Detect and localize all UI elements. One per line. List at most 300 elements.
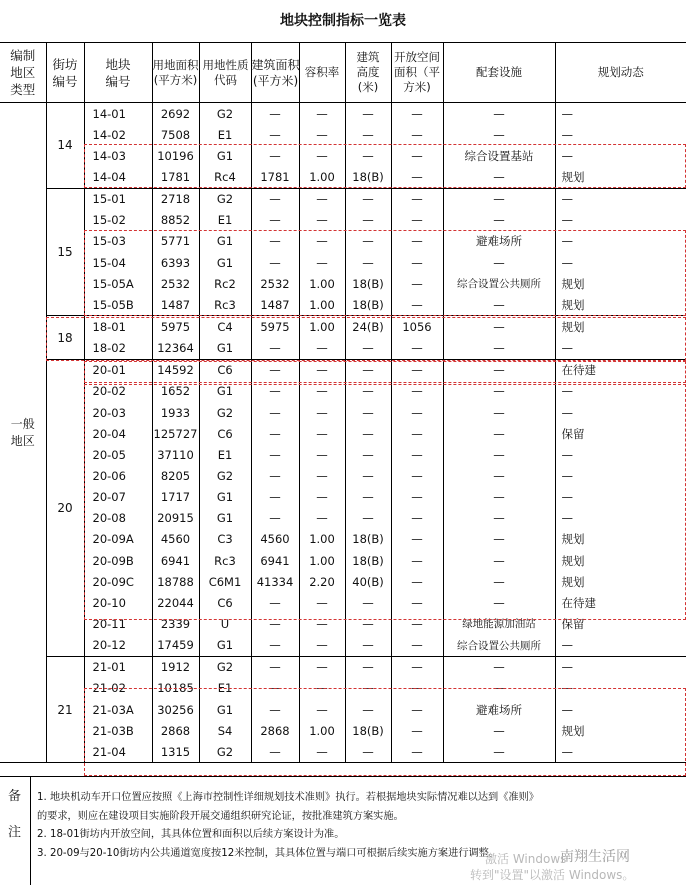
facility-cell: — bbox=[443, 294, 555, 316]
open-space-cell: — bbox=[391, 338, 443, 360]
table-row bbox=[0, 381, 686, 402]
building-height-cell: 18(B) bbox=[345, 529, 391, 550]
floor-area-cell: — bbox=[251, 381, 299, 402]
table-row bbox=[0, 210, 686, 231]
floor-area-cell: 2532 bbox=[251, 273, 299, 294]
land-area-cell: 1717 bbox=[152, 487, 199, 508]
building-height-cell: — bbox=[345, 444, 391, 465]
land-area-cell: 1781 bbox=[152, 166, 199, 188]
table-title: 地块控制指标一览表 bbox=[280, 13, 406, 29]
land-area-cell: 7508 bbox=[152, 124, 199, 145]
land-area-cell: 10196 bbox=[152, 145, 199, 166]
land-use-code-cell: G2 bbox=[199, 103, 251, 125]
header-row bbox=[0, 43, 686, 103]
far-cell: — bbox=[299, 444, 345, 465]
land-area-cell: 1315 bbox=[152, 741, 199, 763]
open-space-cell: — bbox=[391, 359, 443, 381]
far-cell: — bbox=[299, 252, 345, 273]
plot-id-cell: 15-04 bbox=[84, 252, 152, 273]
building-height-cell: — bbox=[345, 402, 391, 423]
far-cell: — bbox=[299, 613, 345, 634]
header-open: 开放空间面积（平方米) bbox=[391, 43, 443, 103]
open-space-cell: — bbox=[391, 613, 443, 634]
open-space-cell: — bbox=[391, 423, 443, 444]
facility-cell: — bbox=[443, 210, 555, 231]
facility-cell: — bbox=[443, 103, 555, 125]
floor-area-cell: — bbox=[251, 699, 299, 720]
plot-id-cell: 20-07 bbox=[84, 487, 152, 508]
far-cell: — bbox=[299, 741, 345, 763]
floor-area-cell: — bbox=[251, 124, 299, 145]
facility-cell: — bbox=[443, 465, 555, 486]
far-cell: — bbox=[299, 338, 345, 360]
land-use-code-cell: C6 bbox=[199, 423, 251, 444]
building-height-cell: — bbox=[345, 188, 391, 210]
status-cell: — bbox=[555, 103, 686, 125]
far-cell: — bbox=[299, 103, 345, 125]
table-row bbox=[0, 316, 686, 338]
land-area-cell: 1912 bbox=[152, 656, 199, 678]
plot-id-cell: 20-08 bbox=[84, 508, 152, 529]
open-space-cell: — bbox=[391, 103, 443, 125]
land-area-cell: 2692 bbox=[152, 103, 199, 125]
building-height-cell: — bbox=[345, 465, 391, 486]
status-cell: — bbox=[555, 124, 686, 145]
building-height-cell: — bbox=[345, 423, 391, 444]
plot-id-cell: 20-10 bbox=[84, 592, 152, 613]
land-area-cell: 1652 bbox=[152, 381, 199, 402]
block-number-cell: 14 bbox=[46, 103, 84, 189]
floor-area-cell: 6941 bbox=[251, 550, 299, 571]
floor-area-cell: — bbox=[251, 252, 299, 273]
building-height-cell: — bbox=[345, 103, 391, 125]
status-cell: — bbox=[555, 635, 686, 657]
plot-id-cell: 21-03A bbox=[84, 699, 152, 720]
floor-area-cell: 41334 bbox=[251, 571, 299, 592]
plot-id-cell: 15-02 bbox=[84, 210, 152, 231]
land-use-code-cell: Rc4 bbox=[199, 166, 251, 188]
floor-area-cell: — bbox=[251, 465, 299, 486]
land-area-cell: 6393 bbox=[152, 252, 199, 273]
status-cell: — bbox=[555, 402, 686, 423]
open-space-cell: — bbox=[391, 273, 443, 294]
plot-id-cell: 20-09B bbox=[84, 550, 152, 571]
status-cell: — bbox=[555, 741, 686, 763]
status-cell: — bbox=[555, 656, 686, 678]
facility-cell: — bbox=[443, 529, 555, 550]
open-space-cell: — bbox=[391, 381, 443, 402]
status-cell: — bbox=[555, 338, 686, 360]
land-area-cell: 5975 bbox=[152, 316, 199, 338]
status-cell: — bbox=[555, 188, 686, 210]
land-use-code-cell: G2 bbox=[199, 402, 251, 423]
header-street: 街坊编号 bbox=[46, 43, 84, 103]
open-space-cell: — bbox=[391, 210, 443, 231]
facility-cell: 绿地能源加油站 bbox=[443, 613, 555, 634]
facility-cell: — bbox=[443, 338, 555, 360]
block-number-cell: 20 bbox=[46, 359, 84, 656]
open-space-cell: 1056 bbox=[391, 316, 443, 338]
building-height-cell: — bbox=[345, 741, 391, 763]
land-use-code-cell: G2 bbox=[199, 741, 251, 763]
header-far: 容积率 bbox=[299, 43, 345, 103]
land-use-code-cell: C6 bbox=[199, 592, 251, 613]
table-row bbox=[0, 359, 686, 381]
land-use-code-cell: E1 bbox=[199, 444, 251, 465]
status-cell: 规划 bbox=[555, 294, 686, 316]
facility-cell: 综合设置基站 bbox=[443, 145, 555, 166]
open-space-cell: — bbox=[391, 231, 443, 252]
plot-id-cell: 15-05B bbox=[84, 294, 152, 316]
table-row bbox=[0, 613, 686, 634]
plot-id-cell: 20-12 bbox=[84, 635, 152, 657]
floor-area-cell: — bbox=[251, 656, 299, 678]
facility-cell: — bbox=[443, 592, 555, 613]
floor-area-cell: — bbox=[251, 210, 299, 231]
header-type: 编制地区类型 bbox=[0, 43, 46, 103]
facility-cell: 综合设置公共厕所 bbox=[443, 635, 555, 657]
land-use-code-cell: Rc3 bbox=[199, 294, 251, 316]
block-number-cell: 15 bbox=[46, 188, 84, 316]
plot-id-cell: 18-01 bbox=[84, 316, 152, 338]
land-area-cell: 1933 bbox=[152, 402, 199, 423]
far-cell: — bbox=[299, 145, 345, 166]
floor-area-cell: 5975 bbox=[251, 316, 299, 338]
table-row bbox=[0, 188, 686, 210]
status-cell: 规划 bbox=[555, 720, 686, 741]
block-number-cell: 21 bbox=[46, 656, 84, 763]
building-height-cell: — bbox=[345, 210, 391, 231]
status-cell: — bbox=[555, 231, 686, 252]
far-cell: — bbox=[299, 402, 345, 423]
land-use-code-cell: G1 bbox=[199, 381, 251, 402]
land-area-cell: 8205 bbox=[152, 465, 199, 486]
floor-area-cell: — bbox=[251, 635, 299, 657]
block-number-cell: 18 bbox=[46, 316, 84, 359]
table-row bbox=[0, 294, 686, 316]
note-line: 2. 18-01街坊内开放空间，其具体位置和面积以后续方案设计为准。 bbox=[37, 829, 345, 840]
plot-id-cell: 21-04 bbox=[84, 741, 152, 763]
building-height-cell: — bbox=[345, 678, 391, 699]
land-use-code-cell: G1 bbox=[199, 231, 251, 252]
floor-area-cell: — bbox=[251, 613, 299, 634]
open-space-cell: — bbox=[391, 402, 443, 423]
far-cell: 1.00 bbox=[299, 316, 345, 338]
notes-label-2: 注 bbox=[8, 825, 22, 840]
land-area-cell: 12364 bbox=[152, 338, 199, 360]
far-cell: — bbox=[299, 231, 345, 252]
facility-cell: — bbox=[443, 678, 555, 699]
land-area-cell: 14592 bbox=[152, 359, 199, 381]
land-use-code-cell: C3 bbox=[199, 529, 251, 550]
status-cell: — bbox=[555, 699, 686, 720]
status-cell: 规划 bbox=[555, 316, 686, 338]
floor-area-cell: — bbox=[251, 508, 299, 529]
building-height-cell: — bbox=[345, 252, 391, 273]
table-row bbox=[0, 508, 686, 529]
open-space-cell: — bbox=[391, 635, 443, 657]
facility-cell: — bbox=[443, 444, 555, 465]
land-use-code-cell: G2 bbox=[199, 465, 251, 486]
far-cell: — bbox=[299, 381, 345, 402]
building-height-cell: — bbox=[345, 231, 391, 252]
status-cell: — bbox=[555, 381, 686, 402]
land-area-cell: 10185 bbox=[152, 678, 199, 699]
floor-area-cell: 1781 bbox=[251, 166, 299, 188]
plot-id-cell: 20-06 bbox=[84, 465, 152, 486]
table-row bbox=[0, 487, 686, 508]
table-row bbox=[0, 231, 686, 252]
open-space-cell: — bbox=[391, 124, 443, 145]
land-use-code-cell: G1 bbox=[199, 252, 251, 273]
table-row bbox=[0, 166, 686, 188]
table-row bbox=[0, 103, 686, 125]
land-area-cell: 6941 bbox=[152, 550, 199, 571]
status-cell: 规划 bbox=[555, 529, 686, 550]
table-row bbox=[0, 656, 686, 678]
status-cell: — bbox=[555, 465, 686, 486]
far-cell: 1.00 bbox=[299, 273, 345, 294]
land-use-code-cell: G1 bbox=[199, 635, 251, 657]
plot-id-cell: 20-09C bbox=[84, 571, 152, 592]
plot-id-cell: 21-03B bbox=[84, 720, 152, 741]
header-code: 用地性质代码 bbox=[199, 43, 251, 103]
land-area-cell: 2868 bbox=[152, 720, 199, 741]
open-space-cell: — bbox=[391, 252, 443, 273]
far-cell: 1.00 bbox=[299, 550, 345, 571]
facility-cell: — bbox=[443, 166, 555, 188]
facility-cell: — bbox=[443, 656, 555, 678]
facility-cell: — bbox=[443, 741, 555, 763]
far-cell: 2.20 bbox=[299, 571, 345, 592]
open-space-cell: — bbox=[391, 592, 443, 613]
land-area-cell: 4560 bbox=[152, 529, 199, 550]
table-row bbox=[0, 635, 686, 657]
status-cell: 在待建 bbox=[555, 592, 686, 613]
far-cell: 1.00 bbox=[299, 166, 345, 188]
plot-id-cell: 20-11 bbox=[84, 613, 152, 634]
building-height-cell: 40(B) bbox=[345, 571, 391, 592]
land-area-cell: 17459 bbox=[152, 635, 199, 657]
facility-cell: — bbox=[443, 423, 555, 444]
watermark-activate-hint: 转到"设置"以激活 Windows。 bbox=[470, 868, 635, 882]
status-cell: — bbox=[555, 210, 686, 231]
building-height-cell: — bbox=[345, 635, 391, 657]
floor-area-cell: — bbox=[251, 338, 299, 360]
land-area-cell: 30256 bbox=[152, 699, 199, 720]
plot-id-cell: 14-04 bbox=[84, 166, 152, 188]
plot-id-cell: 20-04 bbox=[84, 423, 152, 444]
status-cell: — bbox=[555, 678, 686, 699]
facility-cell: — bbox=[443, 402, 555, 423]
floor-area-cell: — bbox=[251, 487, 299, 508]
floor-area-cell: — bbox=[251, 402, 299, 423]
table-row bbox=[0, 550, 686, 571]
facility-cell: 避难场所 bbox=[443, 231, 555, 252]
far-cell: — bbox=[299, 423, 345, 444]
status-cell: 规划 bbox=[555, 571, 686, 592]
land-area-cell: 20915 bbox=[152, 508, 199, 529]
floor-area-cell: 4560 bbox=[251, 529, 299, 550]
land-area-cell: 8852 bbox=[152, 210, 199, 231]
land-use-code-cell: C4 bbox=[199, 316, 251, 338]
notes-label-1: 备 bbox=[8, 789, 22, 804]
far-cell: — bbox=[299, 678, 345, 699]
table-row bbox=[0, 402, 686, 423]
facility-cell: — bbox=[443, 571, 555, 592]
facility-cell: — bbox=[443, 124, 555, 145]
land-use-code-cell: E1 bbox=[199, 124, 251, 145]
floor-area-cell: — bbox=[251, 678, 299, 699]
open-space-cell: — bbox=[391, 465, 443, 486]
land-use-code-cell: Rc3 bbox=[199, 550, 251, 571]
status-cell: — bbox=[555, 444, 686, 465]
open-space-cell: — bbox=[391, 741, 443, 763]
control-index-table bbox=[0, 42, 686, 763]
plot-id-cell: 15-03 bbox=[84, 231, 152, 252]
open-space-cell: — bbox=[391, 188, 443, 210]
table-row bbox=[0, 423, 686, 444]
open-space-cell: — bbox=[391, 487, 443, 508]
header-height: 建筑高度(米) bbox=[345, 43, 391, 103]
land-use-code-cell: G1 bbox=[199, 338, 251, 360]
open-space-cell: — bbox=[391, 166, 443, 188]
table-row bbox=[0, 252, 686, 273]
building-height-cell: — bbox=[345, 613, 391, 634]
status-cell: 规划 bbox=[555, 273, 686, 294]
status-cell: 规划 bbox=[555, 166, 686, 188]
floor-area-cell: 2868 bbox=[251, 720, 299, 741]
facility-cell: — bbox=[443, 188, 555, 210]
building-height-cell: 18(B) bbox=[345, 720, 391, 741]
land-area-cell: 37110 bbox=[152, 444, 199, 465]
building-height-cell: — bbox=[345, 124, 391, 145]
land-use-code-cell: G1 bbox=[199, 487, 251, 508]
land-use-code-cell: C6M1 bbox=[199, 571, 251, 592]
far-cell: — bbox=[299, 359, 345, 381]
land-use-code-cell: E1 bbox=[199, 210, 251, 231]
header-area: 用地面积(平方米) bbox=[152, 43, 199, 103]
building-height-cell: — bbox=[345, 145, 391, 166]
floor-area-cell: — bbox=[251, 103, 299, 125]
status-cell: 保留 bbox=[555, 423, 686, 444]
table-row bbox=[0, 678, 686, 699]
watermark-activate: 激活 Windows bbox=[485, 852, 567, 866]
status-cell: — bbox=[555, 145, 686, 166]
table-row bbox=[0, 145, 686, 166]
land-use-code-cell: G1 bbox=[199, 145, 251, 166]
header-status: 规划动态 bbox=[555, 43, 686, 103]
facility-cell: — bbox=[443, 252, 555, 273]
far-cell: — bbox=[299, 210, 345, 231]
land-use-code-cell: G1 bbox=[199, 508, 251, 529]
watermark-brand: 南翔生活网 bbox=[560, 849, 630, 865]
far-cell: 1.00 bbox=[299, 720, 345, 741]
far-cell: — bbox=[299, 487, 345, 508]
land-area-cell: 5771 bbox=[152, 231, 199, 252]
status-cell: 保留 bbox=[555, 613, 686, 634]
facility-cell: — bbox=[443, 720, 555, 741]
land-use-code-cell: Rc2 bbox=[199, 273, 251, 294]
floor-area-cell: — bbox=[251, 231, 299, 252]
open-space-cell: — bbox=[391, 508, 443, 529]
building-height-cell: 18(B) bbox=[345, 550, 391, 571]
open-space-cell: — bbox=[391, 678, 443, 699]
status-cell: — bbox=[555, 508, 686, 529]
plot-id-cell: 18-02 bbox=[84, 338, 152, 360]
floor-area-cell: 1487 bbox=[251, 294, 299, 316]
land-use-code-cell: C6 bbox=[199, 359, 251, 381]
facility-cell: — bbox=[443, 508, 555, 529]
table-row bbox=[0, 571, 686, 592]
facility-cell: — bbox=[443, 316, 555, 338]
region-type-cell: 一般地区 bbox=[0, 103, 46, 763]
table-row bbox=[0, 338, 686, 360]
far-cell: 1.00 bbox=[299, 529, 345, 550]
far-cell: — bbox=[299, 508, 345, 529]
plot-id-cell: 20-02 bbox=[84, 381, 152, 402]
table-row bbox=[0, 592, 686, 613]
open-space-cell: — bbox=[391, 720, 443, 741]
note-line: 的要求，则应在建设项目实施阶段开展交通组织研究论证，按批准建筑方案实施。 bbox=[37, 810, 404, 822]
table-row bbox=[0, 465, 686, 486]
far-cell: 1.00 bbox=[299, 294, 345, 316]
open-space-cell: — bbox=[391, 699, 443, 720]
floor-area-cell: — bbox=[251, 188, 299, 210]
plot-id-cell: 14-01 bbox=[84, 103, 152, 125]
open-space-cell: — bbox=[391, 444, 443, 465]
plot-id-cell: 21-01 bbox=[84, 656, 152, 678]
open-space-cell: — bbox=[391, 145, 443, 166]
table-row bbox=[0, 124, 686, 145]
facility-cell: — bbox=[443, 550, 555, 571]
building-height-cell: — bbox=[345, 487, 391, 508]
building-height-cell: — bbox=[345, 338, 391, 360]
open-space-cell: — bbox=[391, 550, 443, 571]
plot-id-cell: 14-02 bbox=[84, 124, 152, 145]
open-space-cell: — bbox=[391, 656, 443, 678]
facility-cell: — bbox=[443, 359, 555, 381]
plot-id-cell: 20-09A bbox=[84, 529, 152, 550]
land-area-cell: 18788 bbox=[152, 571, 199, 592]
floor-area-cell: — bbox=[251, 423, 299, 444]
building-height-cell: 18(B) bbox=[345, 166, 391, 188]
plot-id-cell: 20-05 bbox=[84, 444, 152, 465]
land-use-code-cell: S4 bbox=[199, 720, 251, 741]
building-height-cell: — bbox=[345, 508, 391, 529]
building-height-cell: — bbox=[345, 359, 391, 381]
note-line: 1. 地块机动车开口位置应按照《上海市控制性详细规划技术准则》执行。若根据地块实际情况难以达到《准则》 bbox=[37, 792, 539, 803]
table-row bbox=[0, 273, 686, 294]
land-use-code-cell: G2 bbox=[199, 656, 251, 678]
land-area-cell: 1487 bbox=[152, 294, 199, 316]
header-plot: 地块编号 bbox=[84, 43, 152, 103]
plot-id-cell: 20-03 bbox=[84, 402, 152, 423]
land-area-cell: 2532 bbox=[152, 273, 199, 294]
land-use-code-cell: G1 bbox=[199, 699, 251, 720]
land-use-code-cell: U bbox=[199, 613, 251, 634]
facility-cell: 综合设置公共厕所 bbox=[443, 273, 555, 294]
building-height-cell: — bbox=[345, 381, 391, 402]
building-height-cell: 18(B) bbox=[345, 294, 391, 316]
open-space-cell: — bbox=[391, 571, 443, 592]
table-row bbox=[0, 444, 686, 465]
far-cell: — bbox=[299, 635, 345, 657]
far-cell: — bbox=[299, 592, 345, 613]
table-row bbox=[0, 720, 686, 741]
table-row bbox=[0, 699, 686, 720]
open-space-cell: — bbox=[391, 529, 443, 550]
